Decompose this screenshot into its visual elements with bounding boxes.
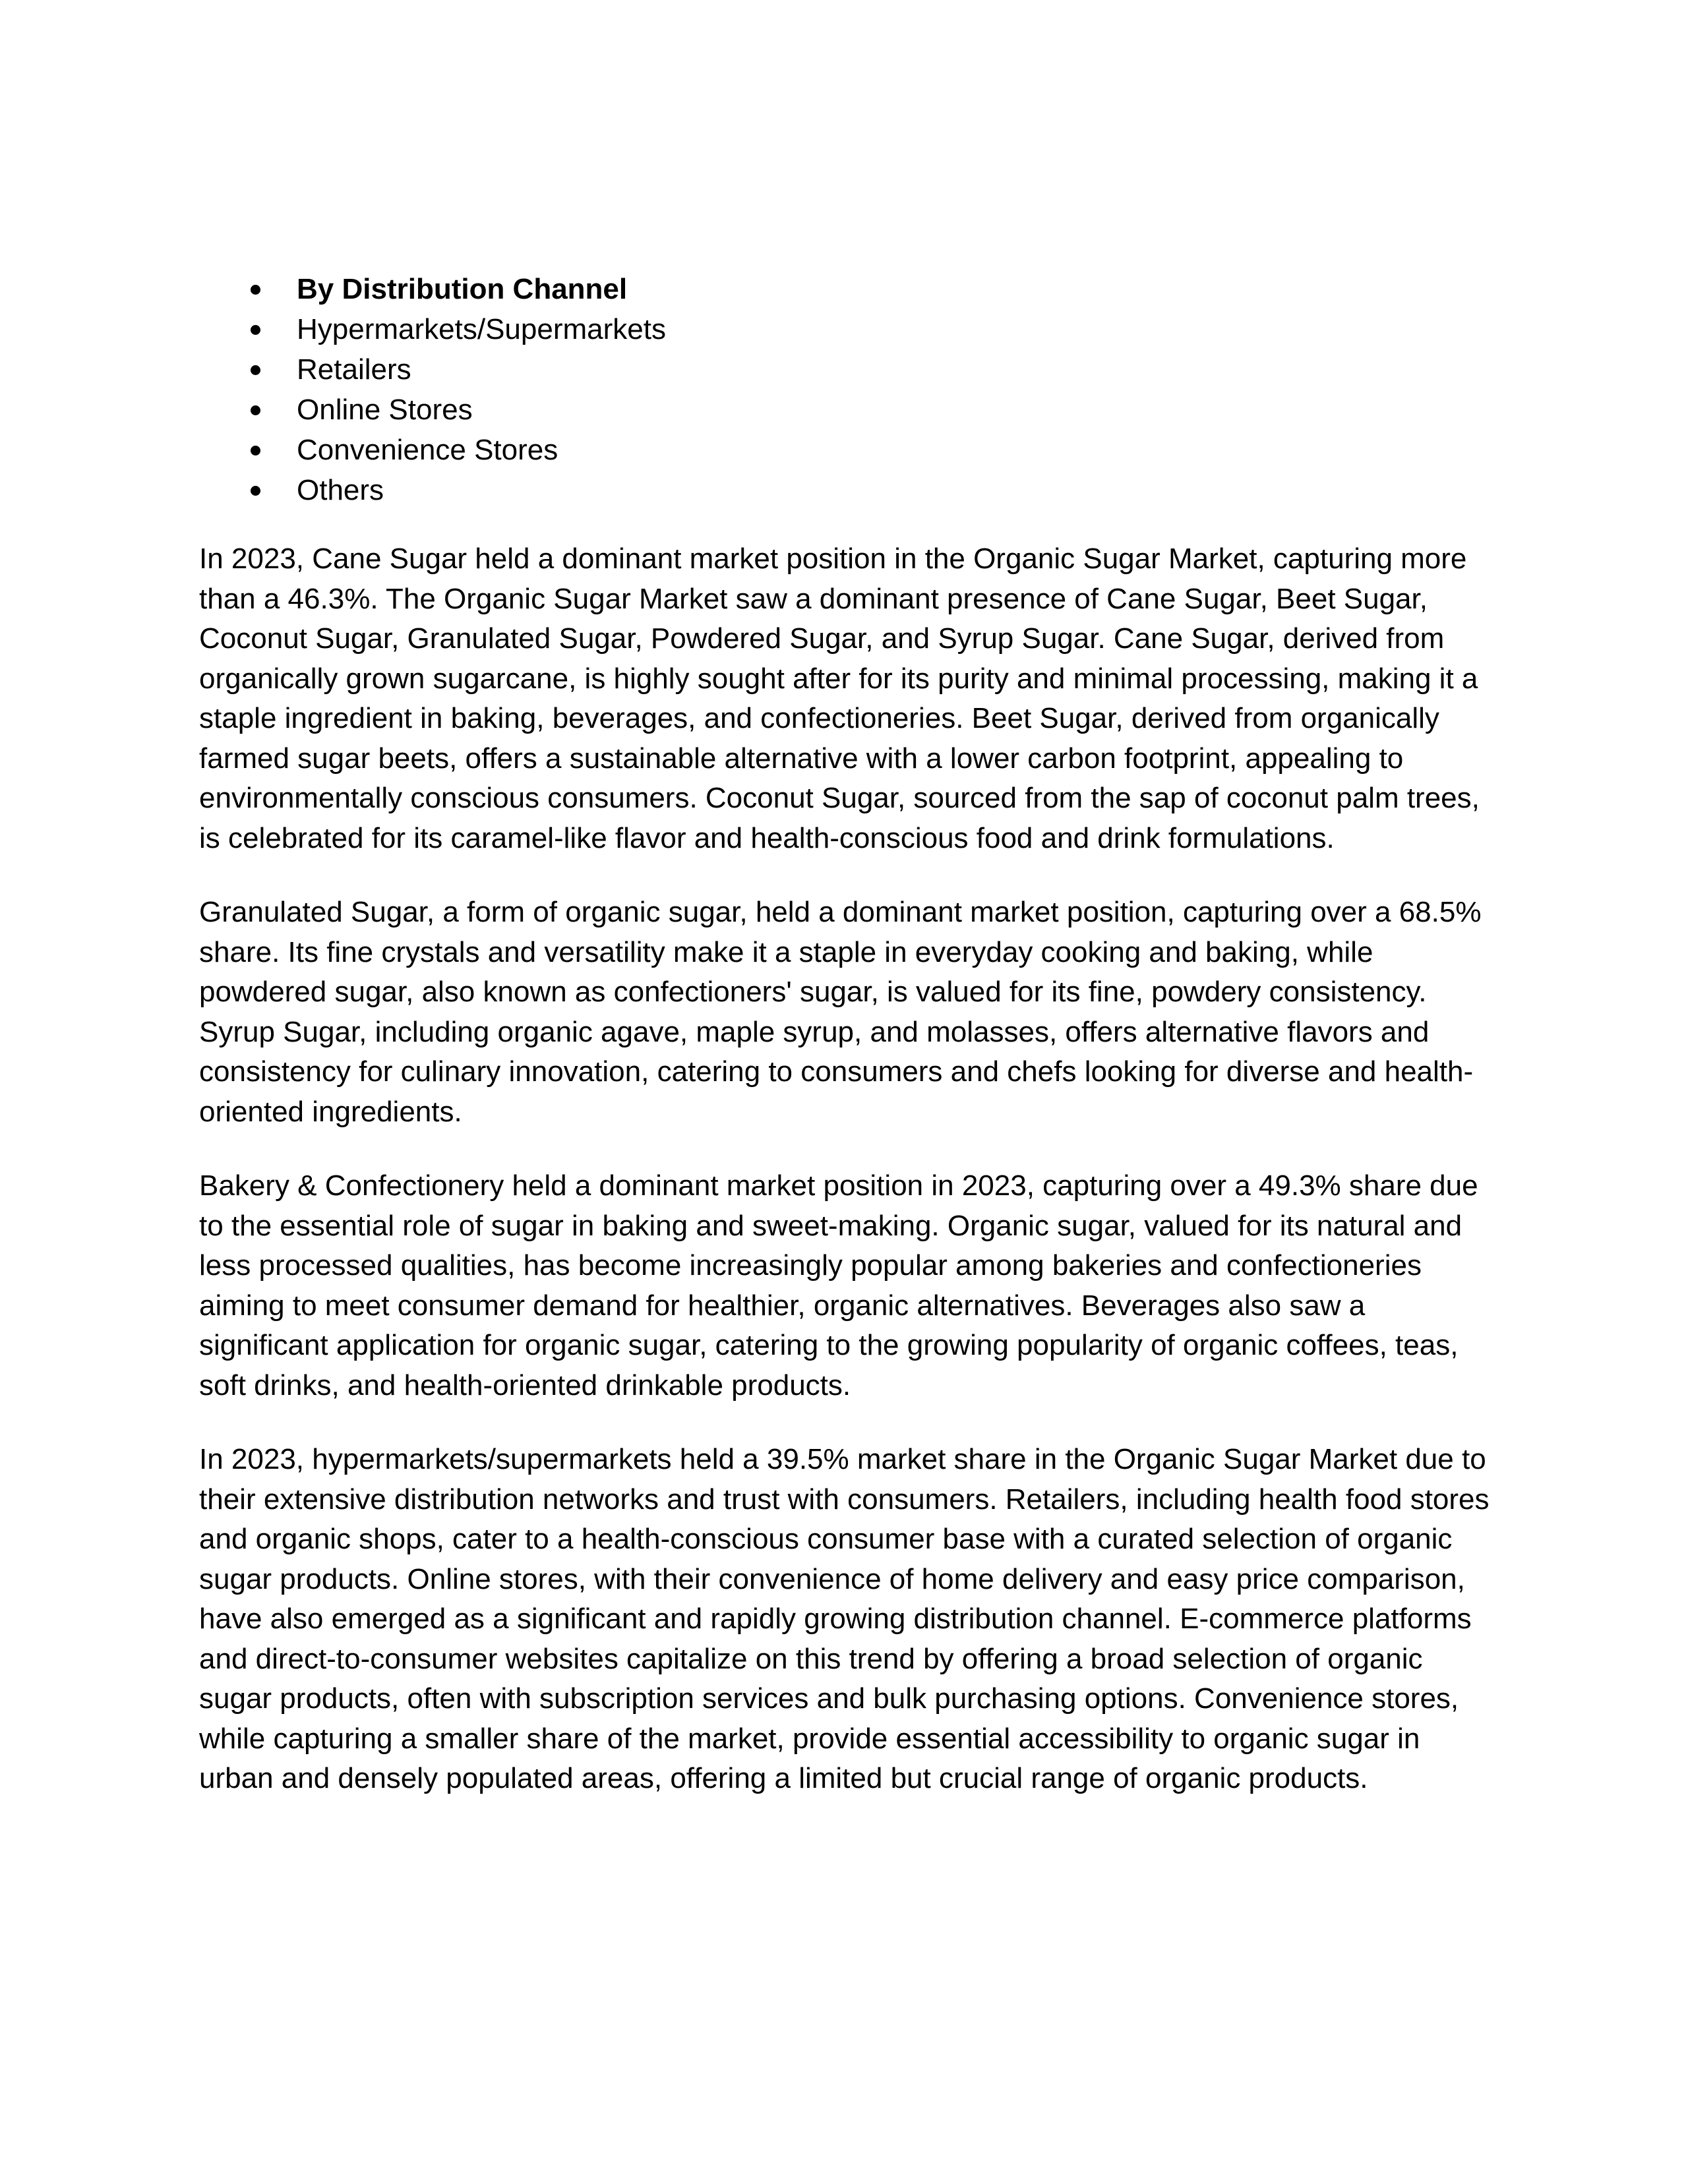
list-item bbox=[199, 430, 1492, 470]
bullet-icon bbox=[251, 405, 260, 415]
paragraph-application: Bakery & Confectionery held a dominant market position in 2023, capturing over a 49.3% share due to the essential role of sugar in baking and sweet-making. Organic sugar, valued for its natural and less processed qualities, has become increasingly popular among bakeries and confectioneries aiming to meet consumer demand for healthier, organic alternatives. Beverages also saw a significant application for organic sugar, catering to the growing popularity of organic coffees, teas, soft drinks, and health-oriented drinkable products. bbox=[199, 1169, 1478, 1402]
paragraph-distribution-channel: In 2023, hypermarkets/supermarkets held a 39.5% market share in the Organic Sugar Market due to their extensive distribution networks and trust with consumers. Retailers, including health food stores and organic shops, cater to a health-conscious consumer base with a curated selection of organic sugar products. Online stores, with their convenience of home delivery and easy price comparison, have also emerged as a significant and rapidly growing distribution channel. E-commerce platforms and direct-to-consumer websites capitalize on this trend by offering a broad selection of organic sugar products, often with subscription services and bulk purchasing options. Convenience stores, while capturing a smaller share of the market, provide essential accessibility to organic sugar in urban and densely populated areas, offering a limited but crucial range of organic products. bbox=[199, 1443, 1490, 1794]
bullet-icon bbox=[251, 446, 260, 456]
bullet-icon bbox=[251, 285, 260, 295]
list-item-text: Others bbox=[297, 474, 384, 506]
bullet-icon bbox=[251, 365, 260, 375]
paragraph-product-type: In 2023, Cane Sugar held a dominant market position in the Organic Sugar Market, capturing more than a 46.3%. The Organic Sugar Market saw a dominant presence of Cane Sugar, Beet Sugar, Coconut Sugar, Granulated Sugar, Powdered Sugar, and Syrup Sugar. Cane Sugar, derived from organically grown sugarcane, is highly sought after for its purity and minimal processing, making it a staple ingredient in baking, beverages, and confectioneries. Beet Sugar, derived from organically farmed sugar beets, offers a sustainable alternative with a lower carbon footprint, appealing to environmentally conscious consumers. Coconut Sugar, sourced from the sap of coconut palm trees, is celebrated for its caramel-like flavor and health-conscious food and drink formulations. bbox=[199, 543, 1480, 854]
list-item bbox=[199, 390, 1492, 430]
bullet-icon bbox=[251, 325, 260, 335]
list-item-text: Retailers bbox=[297, 353, 411, 386]
list-item bbox=[199, 349, 1492, 390]
list-item bbox=[199, 269, 1492, 309]
list-item-text: Online Stores bbox=[297, 394, 473, 426]
list-item-text: By Distribution Channel bbox=[297, 273, 628, 305]
list-item-text: Hypermarkets/Supermarkets bbox=[297, 313, 666, 345]
page-content bbox=[199, 269, 1492, 1799]
list-item-text: Convenience Stores bbox=[297, 434, 558, 466]
paragraph-form: Granulated Sugar, a form of organic sugar, held a dominant market position, capturing over a 68.5% share. Its fine crystals and versatility make it a staple in everyday cooking and baking, while powdered sugar, also known as confectioners' sugar, is valued for its fine, powdery consistency. Syrup Sugar, including organic agave, maple syrup, and molasses, offers alternative flavors and consistency for culinary innovation, catering to consumers and chefs looking for diverse and health-oriented ingredients. bbox=[199, 896, 1482, 1128]
list-item bbox=[199, 309, 1492, 349]
distribution-channel-list bbox=[199, 269, 1492, 510]
bullet-icon bbox=[251, 486, 260, 496]
list-item bbox=[199, 470, 1492, 510]
